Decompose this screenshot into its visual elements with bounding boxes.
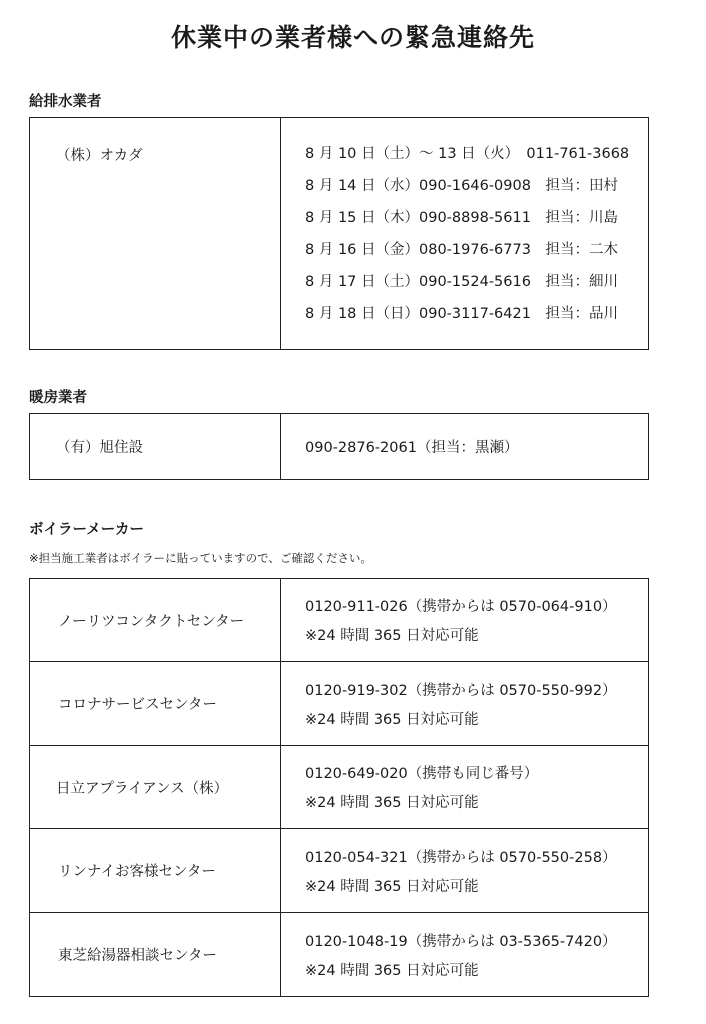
boiler-contact-cell	[281, 662, 649, 746]
boiler-phone: 0120-919-302（携帯からは 0570-550-992）	[305, 682, 617, 699]
plumbing-table	[29, 117, 649, 350]
heating-row	[30, 414, 649, 480]
boiler-hours: ※24 時間 365 日対応可能	[305, 711, 479, 728]
plumbing-line: 8 月 15 日（木）090-8898-5611 担当：川島	[305, 210, 618, 226]
boiler-row	[30, 746, 649, 829]
boiler-name-cell	[30, 579, 281, 662]
boiler-phone: 0120-649-020（携帯も同じ番号）	[305, 766, 539, 782]
heating-company: （有）旭住設	[56, 440, 143, 456]
boiler-phone: 0120-1048-19（携帯からは 03-5365-7420）	[305, 933, 617, 950]
plumbing-line: 8 月 16 日（金）080-1976-6773 担当：二木	[305, 242, 618, 258]
boiler-row	[30, 579, 649, 662]
plumbing-heading: 給排水業者	[29, 94, 102, 110]
boiler-hours: ※24 時間 365 日対応可能	[305, 795, 479, 811]
boiler-name: コロナサービスセンター	[58, 697, 217, 713]
heating-company-cell	[30, 414, 281, 480]
boiler-phone: 0120-911-026（携帯からは 0570-064-910）	[305, 599, 617, 615]
boiler-name-cell	[30, 662, 281, 746]
boiler-table	[29, 578, 649, 997]
boiler-contact-cell	[281, 746, 649, 829]
boiler-hours: ※24 時間 365 日対応可能	[305, 878, 479, 895]
plumbing-contact-cell	[281, 118, 649, 350]
boiler-contact-cell	[281, 829, 649, 913]
boiler-row	[30, 662, 649, 746]
page-title: 休業中の業者様への緊急連絡先	[170, 23, 535, 52]
boiler-note: ※担当施工業者はボイラーに貼っていますので、ご確認ください。	[29, 551, 372, 565]
boiler-heading: ボイラーメーカー	[29, 522, 144, 538]
boiler-contact-cell	[281, 913, 649, 997]
plumbing-line: 8 月 17 日（土）090-1524-5616 担当：細川	[305, 274, 618, 290]
boiler-name: ノーリツコンタクトセンター	[58, 613, 245, 630]
plumbing-line: 8 月 18 日（日）090-3117-6421 担当：品川	[305, 306, 618, 322]
boiler-name: 東芝給湯器相談センター	[58, 948, 217, 964]
boiler-name: リンナイお客様センター	[58, 864, 216, 880]
plumbing-row	[30, 118, 649, 350]
boiler-hours: ※24 時間 365 日対応可能	[305, 628, 479, 644]
heating-contact-cell	[281, 414, 649, 480]
plumbing-company-cell	[30, 118, 281, 350]
boiler-name-cell	[30, 746, 281, 829]
plumbing-line: 8 月 14 日（水）090-1646-0908 担当：田村	[305, 178, 618, 194]
boiler-phone: 0120-054-321（携帯からは 0570-550-258）	[305, 849, 617, 866]
boiler-name-cell	[30, 829, 281, 913]
plumbing-line: 8 月 10 日（土）～ 13 日（火） 011-761-3668	[305, 146, 630, 162]
boiler-contact-cell	[281, 579, 649, 662]
heating-heading: 暖房業者	[29, 390, 87, 406]
plumbing-company: （株）オカダ	[56, 148, 143, 164]
boiler-name-cell	[30, 913, 281, 997]
heating-contact: 090-2876-2061（担当：黒瀬）	[305, 440, 519, 456]
heating-table	[29, 413, 649, 480]
boiler-name: 日立アプライアンス（株）	[56, 780, 229, 797]
boiler-row	[30, 829, 649, 913]
boiler-hours: ※24 時間 365 日対応可能	[305, 962, 479, 979]
boiler-row	[30, 913, 649, 997]
